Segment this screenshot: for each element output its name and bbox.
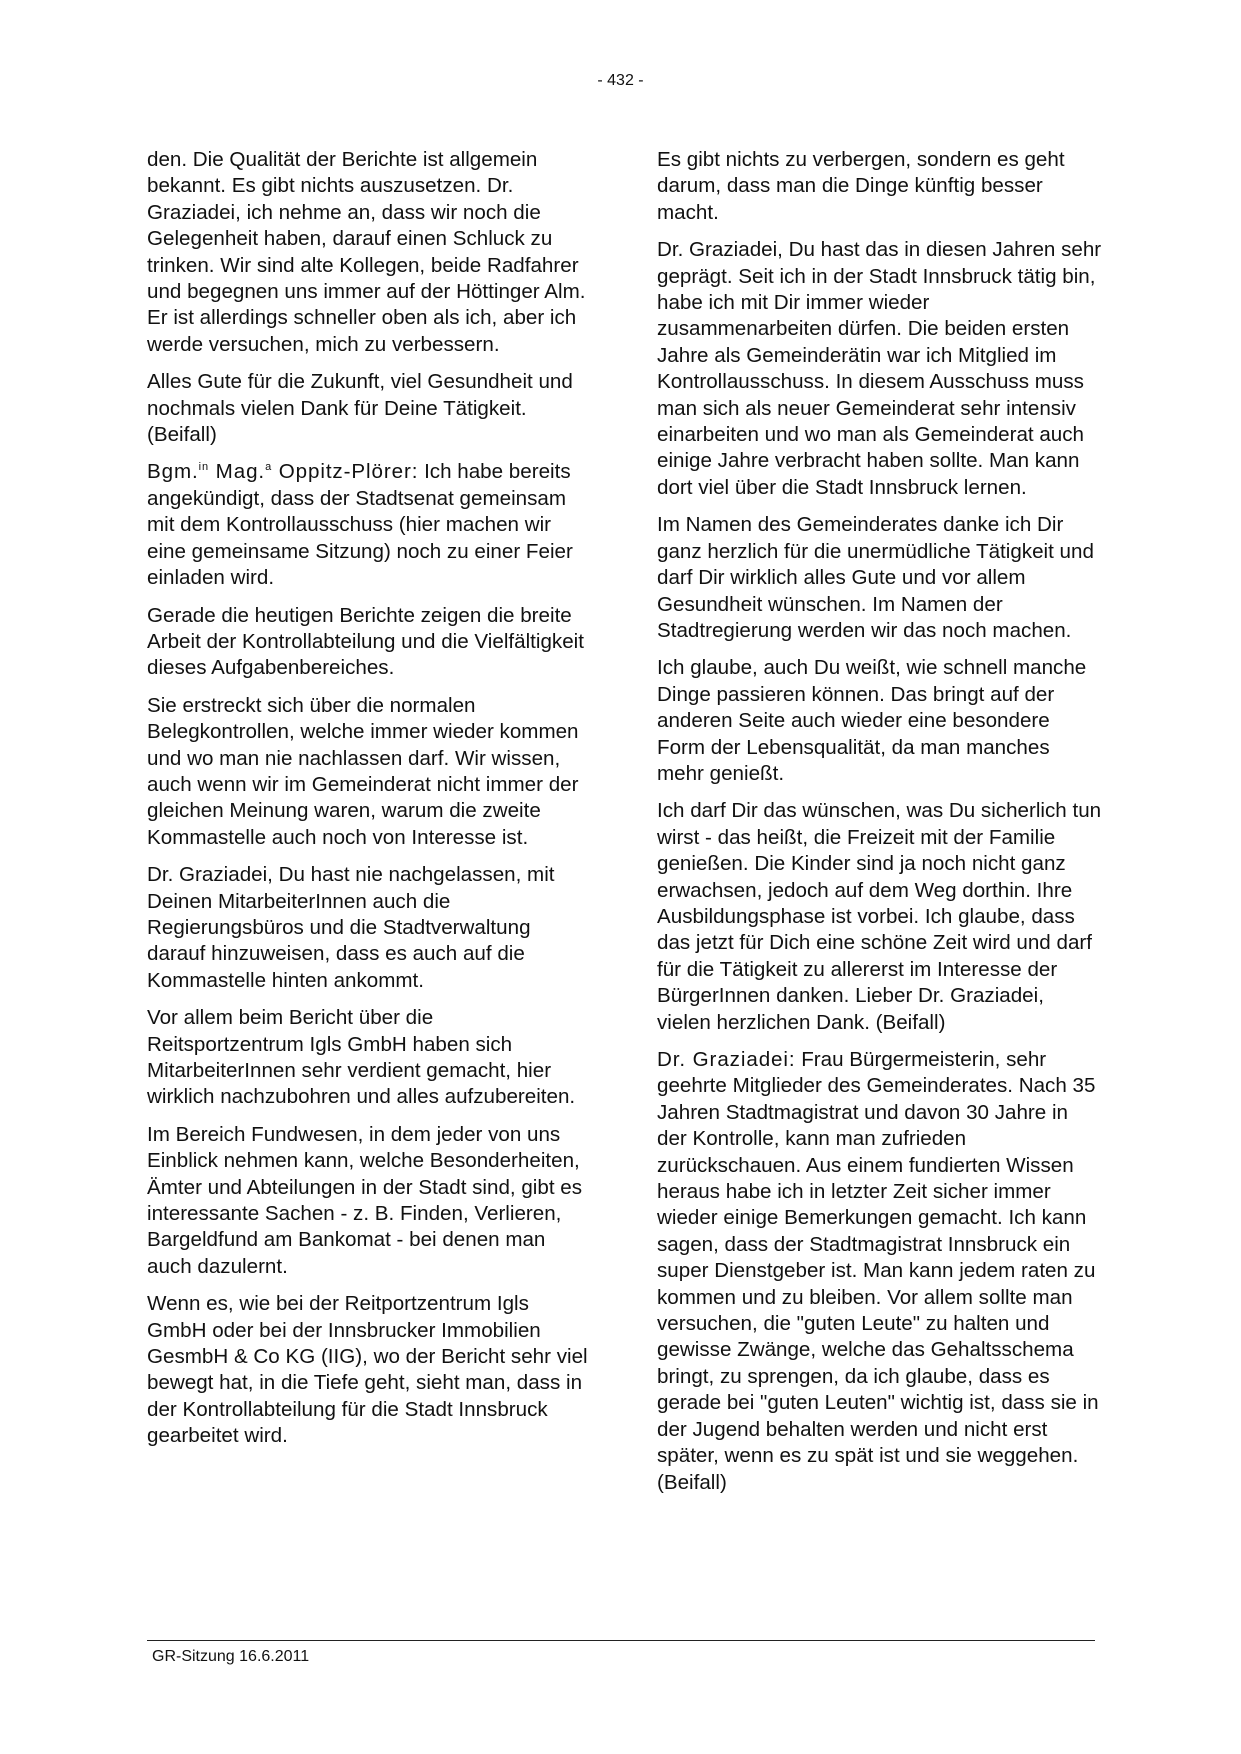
paragraph: Dr. Graziadei, Du hast das in diesen Jahren sehr geprägt. Seit ich in der Stadt Innsbruck tätig bin, habe ich mit Dir immer wieder zusammenarbeiten dürfen. Die beiden ersten Jahre als Gemeinderätin war ich Mitglied im Kontrollausschuss. In diesem Ausschuss muss man sich als neuer Gemeinderat sehr intensiv einarbeiten und wo man als Gemeinderat auch einige Jahre verbracht haben sollte. Man kann dort viel über die Stadt Innsbruck lernen. <box>657 238 1102 499</box>
paragraph: Gerade die heutigen Berichte zeigen die breite Arbeit der Kontrollabteilung und die Vielfältigkeit dieses Aufgabenbereiches. <box>147 603 584 680</box>
paragraph: Dr. Graziadei, Du hast nie nachgelassen, mit Deinen MitarbeiterInnen auch die Regierungsbüros und die Stadtverwaltung darauf hinzuweisen, dass es auch auf die Kommastelle hinten ankommt. <box>147 863 555 992</box>
paragraph: den. Die Qualität der Berichte ist allgemein bekannt. Es gibt nichts auszusetzen. Dr. Graziadei, ich nehme an, dass wir noch die Gelegenheit haben, darauf einen Schluck zu trinken. Wir sind alte Kollegen, beide Radfahrer und begegnen uns immer auf der Höttinger Alm. Er ist allerdings schneller oben als ich, aber ich werde versuchen, mich zu verbessern. <box>147 148 586 356</box>
paragraph: Im Bereich Fundwesen, in dem jeder von uns Einblick nehmen kann, welche Besonderheiten, Ämter und Abteilungen in der Stadt sind, gibt es interessante Sachen - z. B. Finden, Verlieren, Bargeldfund am Bankomat - bei denen man auch dazulernt. <box>147 1122 583 1278</box>
speaker-name: Dr. Graziadei: <box>657 1048 796 1071</box>
paragraph: Wenn es, wie bei der Reitportzentrum Igls GmbH oder bei der Innsbrucker Immobilien GesmbH & Co KG (IIG), wo der Bericht sehr viel bewegt hat, in die Tiefe geht, sieht man, dass in der Kontrollabteilung für die Stadt Innsbruck gearbeitet wird. <box>147 1292 588 1448</box>
paragraph: Ich darf Dir das wünschen, was Du sicherlich tun wirst - das heißt, die Freizeit mit der Familie genießen. Die Kinder sind ja noch nicht ganz erwachsen, jedoch auf dem Weg dorthin. Ihre Ausbildungsphase ist vorbei. Ich glaube, dass das jetzt für Dich eine schöne Zeit wird und darf für die Tätigkeit zu allererst im Interesse der BürgerInnen danken. Lieber Dr. Graziadei, vielen herzlichen Dank. (Beifall) <box>657 799 1102 1034</box>
speech-text: Ich habe bereits angekündigt, dass der Stadtsenat gemeinsam mit dem Kontrollausschuss (hier machen wir eine gemeinsame Sitzung) noch zu einer Feier einladen wird. <box>147 460 573 590</box>
paragraph: Sie erstreckt sich über die normalen Belegkontrollen, welche immer wieder kommen und wo man nie nachlassen darf. Wir wissen, auch wenn wir im Gemeinderat nicht immer der gleichen Meinung waren, warum die zweite Kommastelle auch noch von Interesse ist. <box>147 693 579 849</box>
paragraph: Es gibt nichts zu verbergen, sondern es geht darum, dass man die Dinge künftig besser macht. <box>657 148 1065 224</box>
footer-divider <box>147 1640 1095 1641</box>
speech-text: Frau Bürgermeisterin, sehr geehrte Mitglieder des Gemeinderates. Nach 35 Jahren Stadtmagistrat und davon 30 Jahre in der Kontrolle, kann man zufrieden zurückschauen. Aus einem fundierten Wissen heraus habe ich in letzter Zeit sicher immer wieder einige Bemerkungen gemacht. Ich kann sagen, dass der Stadtmagistrat Innsbruck ein super Dienstgeber ist. Man kann jedem raten zu kommen und zu bleiben. Vor allem sollte man versuchen, die "guten Leute" zu halten und gewisse Zwänge, welche das Gehaltsschema bringt, zu sprengen, da ich glaube, dass es gerade bei "guten Leuten" wichtig ist, dass sie in der Jugend behalten werden und nicht erst später, wenn es zu spät ist und sie weggehen. (Beifall) <box>657 1048 1099 1494</box>
right-column <box>657 147 1102 1507</box>
paragraph: Vor allem beim Bericht über die Reitsportzentrum Igls GmbH haben sich MitarbeiterInnen sehr verdient gemacht, hier wirklich nachzubohren und alles aufzubereiten. <box>147 1006 576 1109</box>
paragraph: Alles Gute für die Zukunft, viel Gesundheit und nochmals vielen Dank für Deine Tätigkeit. (Beifall) <box>147 370 573 447</box>
page-number: - 432 - <box>597 72 644 89</box>
paragraph: Im Namen des Gemeinderates danke ich Dir ganz herzlich für die unermüdliche Tätigkeit und darf Dir wirklich alles Gute und vor allem Gesundheit wünschen. Im Namen der Stadtregierung werden wir das noch machen. <box>657 513 1094 642</box>
paragraph <box>657 1047 1102 1496</box>
paragraph <box>147 459 592 591</box>
footer-session-date: GR-Sitzung 16.6.2011 <box>152 1648 310 1665</box>
left-column <box>147 147 592 1461</box>
speaker-name: Bgm.$^{in}$ Mag.$^a$ Oppitz-Plörer: <box>147 460 419 484</box>
paragraph: Ich glaube, auch Du weißt, wie schnell manche Dinge passieren können. Das bringt auf der anderen Seite auch wieder eine besondere Form der Lebensqualität, da man manches mehr genießt. <box>657 656 1087 785</box>
